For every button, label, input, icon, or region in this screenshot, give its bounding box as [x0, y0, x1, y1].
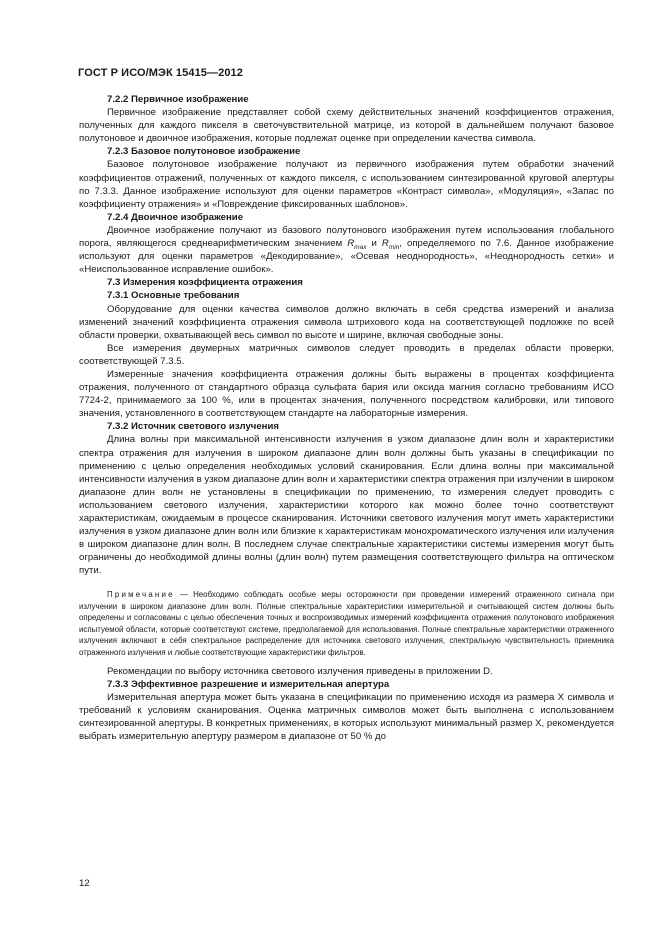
paragraph: Измеренные значения коэффициента отражения должны быть выражены в процентах коэффициента отражения, полученного от стандартного образца сульфата бария или оксида магния согласно требованиям ИСО 7724-2, принимаемого за 100 %, или в процентах значения, полученного посредством калибровки, или типового значения, установленного в соответствующем стандарте на лабораторные измерения.	[79, 368, 614, 420]
section-heading-7-3: 7.3 Измерения коэффициента отражения	[107, 277, 303, 289]
note-label: Примечание	[107, 590, 175, 600]
section-heading-7-2-3: 7.2.3 Базовое полутоновое изображение	[107, 146, 301, 158]
section-heading-7-3-3: 7.3.3 Эффективное разрешение и измерительная апертура	[107, 679, 390, 690]
paragraph: Все измерения двумерных матричных символов следует проводить в пределах области проверки, соответствующей 7.3.5.	[79, 342, 614, 367]
note-text: — Необходимо соблюдать особые меры осторожности при проведении измерений отраженного сигнала при излучении в широком диапазоне длин волн. Полные спектральные характеристики измерительной и считывающей систем должны быть определены и согласованы с целью обеспечения точных и воспроизводимых измерений коэффициента отражения полутонового изображения испытуемой области, которые соответствуют системе, предполагаемой для использования. Полные спектральные характеристики отраженного излучения включают в себя спектральное распределение для источника светового излучения, спектральную чувствительность приемника отраженного излучения и любые соответствующие характеристики фильтров.	[79, 590, 614, 657]
paragraph: Оборудование для оценки качества символов должно включать в себя средства измерений и анализа изменений значений коэффициента отражения символа штрихового кода на соответствующей подложке по всей области проверки, охватывающей весь символ по высоте и ширине, включая свободные зоны.	[79, 303, 614, 341]
r-min-symbol: $R_{min}$	[381, 238, 400, 251]
paragraph: Рекомендации по выбору источника светового излучения приведены в приложении D.	[107, 665, 493, 677]
note	[79, 589, 614, 657]
paragraph: Измерительная апертура может быть указана в спецификации по применению исходя из размера X символа и требований к условиям сканирования. Оценка матричных символов может быть выполнена с использованием синтезированной апертуры. В конкретных применениях, в которых используют минимальный размер X, рекомендуется выбрать измерительную апертуру размером в диапазоне от 50 % до	[79, 692, 614, 743]
section-heading-7-2-2: 7.2.2 Первичное изображение	[107, 94, 249, 105]
document-header: ГОСТ Р ИСО/МЭК 15415—2012	[78, 67, 243, 79]
page-number: 12	[79, 878, 90, 889]
paragraph: Базовое полутоновое изображение получают из первичного изображения путем обработки значений коэффициентов отражений, полученных от каждого пикселя, с использованием синтезированной круговой апертуры по 7.3.3. Данное изображение используют для оценки параметров «Контраст символа», «Модуляция», «Запас по коэффициенту отражения» и «Повреждение фиксированных шаблонов».	[79, 159, 614, 210]
section-heading-7-3-2: 7.3.2 Источник светового излучения	[107, 421, 279, 433]
section-heading-7-3-1: 7.3.1 Основные требования	[107, 290, 240, 302]
section-heading-7-2-4: 7.2.4 Двоичное изображение	[107, 211, 244, 223]
paragraph: Первичное изображение представляет собой схему действительных значений коэффициентов отражения, полученных для каждого пикселя в светочувствительной матрице, из которой в дальнейшем получают базовое полутоновое и двоичное изображения, которые подлежат оценке при определении качества символа.	[79, 107, 614, 145]
paragraph-with-formula: Двоичное изображение получают из базового полутонового изображения путем использования глобального порога, являющегося среднеарифметическим значением $R_{max}$ и $R_{min}$, определяемого по 7.6. Данное изображение используют для оценки параметров «Декодирование», «Осевая неоднородность», «Неоднородность сетки» и «Неиспользованное исправление ошибок».	[79, 224, 614, 276]
document-body	[79, 93, 614, 743]
paragraph: Длина волны при максимальной интенсивности излучения в узком диапазоне длин волн и характеристики спектра отражения для излучения в широком диапазоне длин волн должны быть указаны в спецификации по применению с целью определения необходимых условий сканирования. Если длина волны при максимальной интенсивности излучения в узком диапазоне длин волн и характеристики спектра отражения при излучении в широком диапазоне длин волн не установлены в спецификации по применению, то измерения следует проводить с использованием светового излучения, характеристики которого как можно более точно соответствуют характеристикам, ожидаемым в процессе сканирования. Источники светового излучения могут иметь характеристики излучения в узком диапазоне длин волн или близкие к характеристикам монохроматического излучения или излучения в широком диапазоне длин волн. В последнем случае спектральные характеристики системы измерения могут быть ограничены до необходимой длины волны (длин волн) путем размещения соответствующего фильтра на оптическом пути.	[79, 434, 614, 577]
r-max-symbol: $R_{max}$	[347, 238, 367, 251]
